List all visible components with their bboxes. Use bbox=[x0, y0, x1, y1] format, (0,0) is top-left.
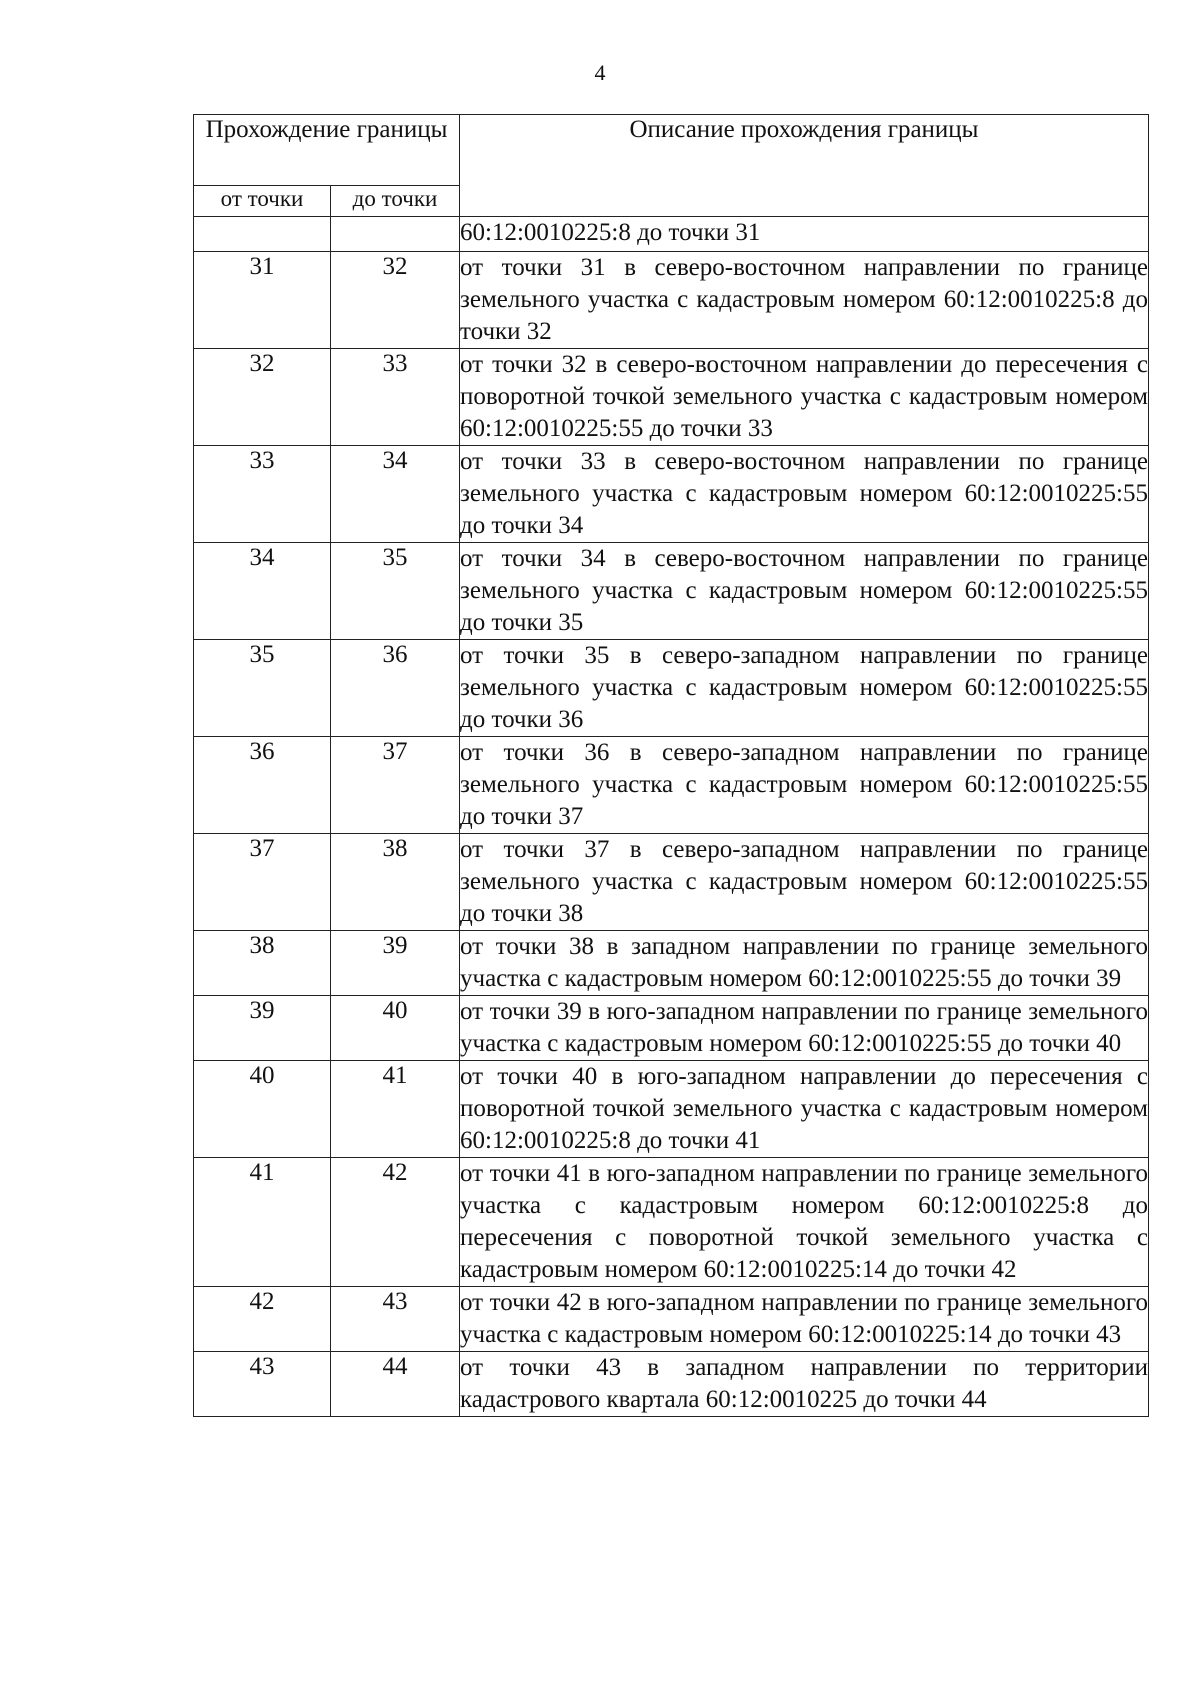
cell-from-point: 34 bbox=[194, 543, 331, 640]
cell-to-point bbox=[331, 217, 460, 252]
cell-to-point: 35 bbox=[331, 543, 460, 640]
cell-description: от точки 38 в западном направлении по границе земельного участка с кадастровым номером 60:12:0010225:55 до точки 39 bbox=[460, 931, 1149, 996]
table-row bbox=[194, 996, 1149, 1061]
cell-to-point: 36 bbox=[331, 640, 460, 737]
cell-to-point: 38 bbox=[331, 834, 460, 931]
cell-from-point: 32 bbox=[194, 349, 331, 446]
table-row bbox=[194, 252, 1149, 349]
cell-from-point: 33 bbox=[194, 446, 331, 543]
cell-from-point: 43 bbox=[194, 1352, 331, 1417]
header-from-point: от точки bbox=[194, 186, 331, 217]
cell-to-point: 41 bbox=[331, 1061, 460, 1158]
cell-to-point: 33 bbox=[331, 349, 460, 446]
cell-from-point bbox=[194, 217, 331, 252]
cell-to-point: 40 bbox=[331, 996, 460, 1061]
cell-from-point: 31 bbox=[194, 252, 331, 349]
cell-from-point: 42 bbox=[194, 1287, 331, 1352]
cell-description: от точки 41 в юго-западном направлении по границе земельного участка с кадастровым номером 60:12:0010225:8 до пересечения с поворотной точкой земельного участка с кадастровым номером 60:12:0010225:14 до точки 42 bbox=[460, 1158, 1149, 1287]
header-boundary-passage: Прохождение границы bbox=[194, 115, 460, 186]
cell-to-point: 37 bbox=[331, 737, 460, 834]
table-body bbox=[194, 217, 1149, 1417]
cell-description: от точки 34 в северо-восточном направлении по границе земельного участка с кадастровым номером 60:12:0010225:55 до точки 35 bbox=[460, 543, 1149, 640]
table-row bbox=[194, 543, 1149, 640]
cell-description: от точки 39 в юго-западном направлении по границе земельного участка с кадастровым номером 60:12:0010225:55 до точки 40 bbox=[460, 996, 1149, 1061]
cell-to-point: 34 bbox=[331, 446, 460, 543]
table-row bbox=[194, 834, 1149, 931]
cell-description: от точки 36 в северо-западном направлении по границе земельного участка с кадастровым номером 60:12:0010225:55 до точки 37 bbox=[460, 737, 1149, 834]
cell-from-point: 39 bbox=[194, 996, 331, 1061]
table-header bbox=[194, 115, 1149, 217]
cell-description: от точки 43 в западном направлении по территории кадастрового квартала 60:12:0010225 до точки 44 bbox=[460, 1352, 1149, 1417]
cell-description: от точки 37 в северо-западном направлении по границе земельного участка с кадастровым номером 60:12:0010225:55 до точки 38 bbox=[460, 834, 1149, 931]
cell-from-point: 40 bbox=[194, 1061, 331, 1158]
table-row bbox=[194, 737, 1149, 834]
page-number: 4 bbox=[594, 60, 606, 85]
cell-from-point: 36 bbox=[194, 737, 331, 834]
cell-description: от точки 31 в северо-восточном направлении по границе земельного участка с кадастровым номером 60:12:0010225:8 до точки 32 bbox=[460, 252, 1149, 349]
table-row bbox=[194, 931, 1149, 996]
cell-from-point: 38 bbox=[194, 931, 331, 996]
cell-description: от точки 32 в северо-восточном направлении до пересечения с поворотной точкой земельного участка с кадастровым номером 60:12:0010225:55 до точки 33 bbox=[460, 349, 1149, 446]
cell-description: 60:12:0010225:8 до точки 31 bbox=[460, 217, 1149, 252]
table-row bbox=[194, 1352, 1149, 1417]
cell-from-point: 37 bbox=[194, 834, 331, 931]
table-row bbox=[194, 1061, 1149, 1158]
cell-from-point: 41 bbox=[194, 1158, 331, 1287]
cell-to-point: 42 bbox=[331, 1158, 460, 1287]
table-row bbox=[194, 1158, 1149, 1287]
table-row bbox=[194, 1287, 1149, 1352]
boundary-table bbox=[193, 114, 1149, 1417]
cell-description: от точки 33 в северо-восточном направлении по границе земельного участка с кадастровым номером 60:12:0010225:55 до точки 34 bbox=[460, 446, 1149, 543]
cell-to-point: 43 bbox=[331, 1287, 460, 1352]
header-to-point: до точки bbox=[331, 186, 460, 217]
cell-to-point: 32 bbox=[331, 252, 460, 349]
cell-description: от точки 40 в юго-западном направлении до пересечения с поворотной точкой земельного участка с кадастровым номером 60:12:0010225:8 до точки 41 bbox=[460, 1061, 1149, 1158]
table-row bbox=[194, 349, 1149, 446]
cell-to-point: 39 bbox=[331, 931, 460, 996]
cell-to-point: 44 bbox=[331, 1352, 460, 1417]
table-row bbox=[194, 446, 1149, 543]
table-row bbox=[194, 217, 1149, 252]
table-row bbox=[194, 640, 1149, 737]
cell-description: от точки 42 в юго-западном направлении по границе земельного участка с кадастровым номером 60:12:0010225:14 до точки 43 bbox=[460, 1287, 1149, 1352]
cell-from-point: 35 bbox=[194, 640, 331, 737]
header-description: Описание прохождения границы bbox=[460, 115, 1149, 217]
cell-description: от точки 35 в северо-западном направлении по границе земельного участка с кадастровым номером 60:12:0010225:55 до точки 36 bbox=[460, 640, 1149, 737]
